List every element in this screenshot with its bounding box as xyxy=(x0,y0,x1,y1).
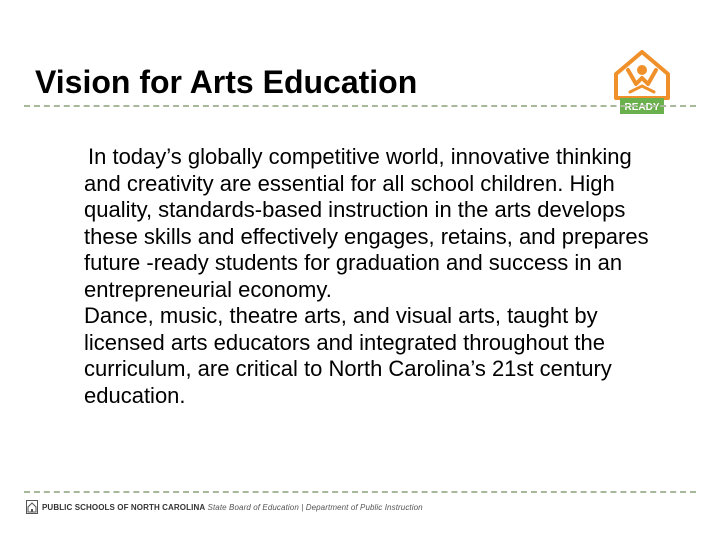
ready-logo-text: READY xyxy=(624,102,660,113)
footer-subtitle: State Board of Education | Department of Public Instruction xyxy=(207,502,423,512)
ready-logo xyxy=(612,48,672,118)
title-divider xyxy=(24,105,696,107)
schoolhouse-emblem-icon xyxy=(26,500,38,514)
ready-house-reader-icon xyxy=(612,48,672,118)
body-paragraph-2: Dance, music, theatre arts, and visual arts, taught by licensed arts educators and integrated throughout the curriculum, are critical to North Carolina’s 21st century education. xyxy=(84,303,612,408)
footer-org: PUBLIC SCHOOLS OF NORTH CAROLINA xyxy=(42,502,206,512)
slide-title: Vision for Arts Education xyxy=(35,64,418,100)
slide-body xyxy=(84,144,674,409)
footer-divider xyxy=(24,491,696,493)
body-paragraph-1: In today’s globally competitive world, innovative thinking and creativity are essential for all school children. High quality, standards-based instruction in the arts develops these skills and effectively engages, retains, and prepares future -ready students for graduation and success in an entrepreneurial economy. xyxy=(84,144,649,302)
footer xyxy=(26,499,423,515)
